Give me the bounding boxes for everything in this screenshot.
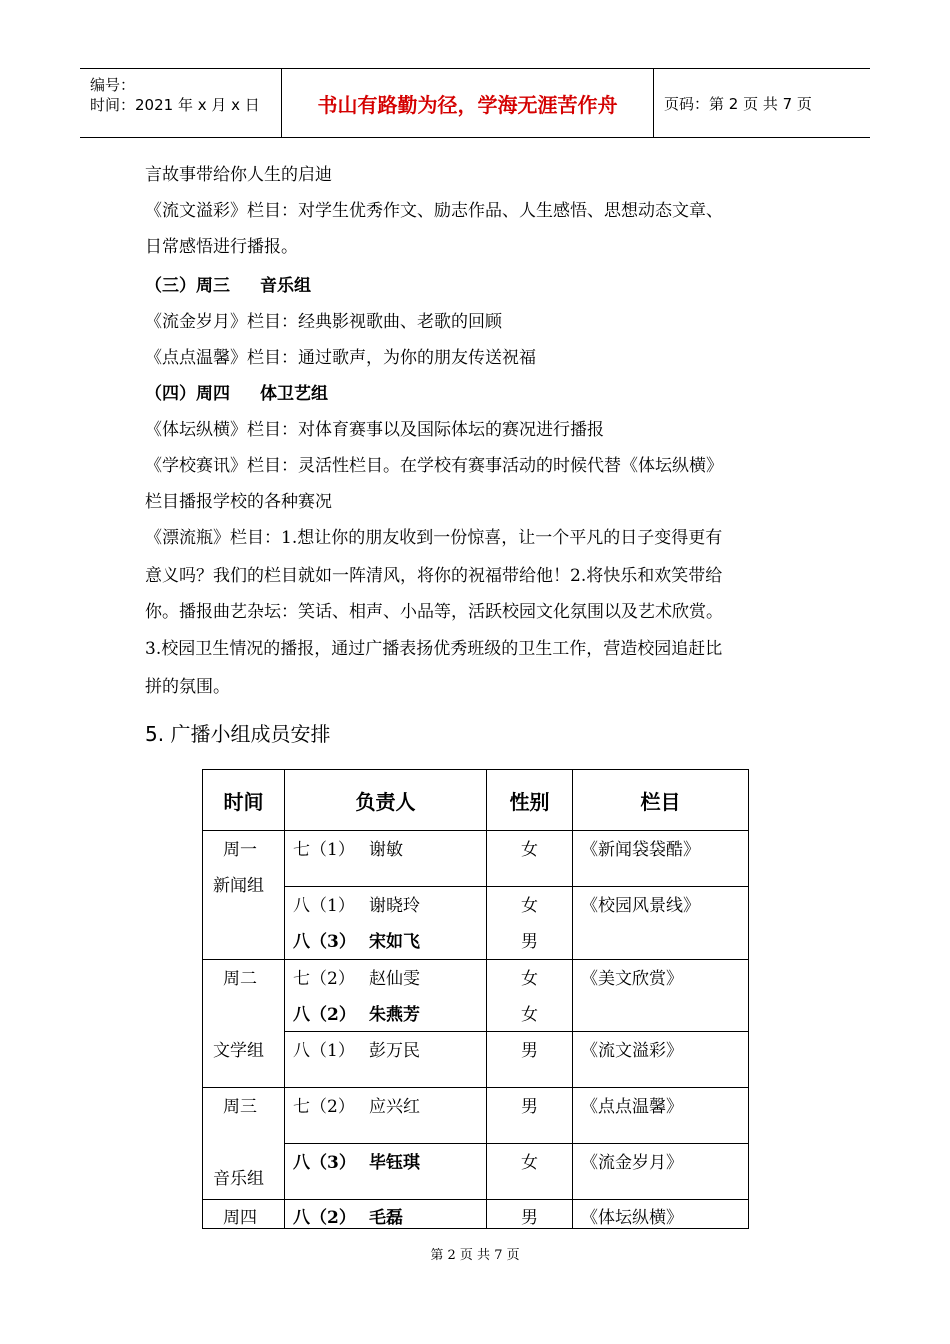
column-name: 《流文溢彩》 — [581, 1041, 683, 1061]
header-time: 时间 — [203, 770, 285, 831]
gender-cell — [487, 1144, 573, 1200]
body-line: 《点点温馨》栏目：通过歌声，为你的朋友传送祝福 — [145, 348, 536, 368]
roster-table — [202, 769, 749, 1229]
body-line: 你。播报曲艺杂坛：笑话、相声、小品等，活跃校园文化氛围以及艺术欣赏。 — [145, 602, 723, 622]
body-line: 《流文溢彩》栏目：对学生优秀作文、励志作品、人生感悟、思想动态文章、 — [145, 201, 723, 221]
gender: 女 — [521, 896, 538, 917]
body-line: 《学校赛讯》栏目：灵活性栏目。在学校有赛事活动的时候代替《体坛纵横》 — [145, 456, 723, 476]
group-cell-thursday — [203, 1200, 285, 1229]
column-cell — [573, 960, 749, 1032]
group-name: 文学组 — [213, 1041, 264, 1061]
column-name: 《体坛纵横》 — [581, 1208, 683, 1228]
subheading-group: 体卫艺组 — [260, 384, 328, 404]
body-line: 《体坛纵横》栏目：对体育赛事以及国际体坛的赛况进行播报 — [145, 420, 604, 440]
table-row — [203, 1032, 749, 1088]
column-cell — [573, 887, 749, 960]
section-title: 5. 广播小组成员安排 — [145, 722, 331, 746]
person-cell — [285, 1144, 487, 1200]
gender: 女 — [521, 1153, 538, 1173]
class-label: 七（1） — [293, 840, 355, 860]
gender-cell — [487, 1032, 573, 1088]
body-line: 意义吗？我们的栏目就如一阵清风，将你的祝福带给他！2.将快乐和欢笑带给 — [145, 566, 723, 586]
class-label: 八（3） — [293, 1153, 356, 1173]
table-row — [203, 1200, 749, 1229]
gender: 男 — [521, 1208, 538, 1228]
document-header — [80, 68, 870, 138]
table-row — [203, 831, 749, 887]
header-person: 负责人 — [285, 770, 487, 831]
body-line: 《流金岁月》栏目：经典影视歌曲、老歌的回顾 — [145, 312, 502, 332]
body-line: 《漂流瓶》栏目：1.想让你的朋友收到一份惊喜，让一个平凡的日子变得更有 — [145, 528, 723, 548]
person-name: 朱燕芳 — [369, 1005, 420, 1025]
person-cell — [285, 1032, 487, 1088]
column-cell — [573, 1088, 749, 1144]
person-cell — [285, 1200, 487, 1229]
header-motto: 书山有路勤为径，学海无涯苦作舟 — [282, 69, 654, 137]
person-name: 毛磊 — [369, 1208, 403, 1228]
column-name: 《校园风景线》 — [581, 896, 700, 917]
person-cell — [285, 1088, 487, 1144]
class-label: 八（1） — [293, 896, 355, 917]
time-label: 时间：2021 年 x 月 x 日 — [90, 96, 260, 114]
group-day: 周三 — [223, 1097, 257, 1117]
group-cell-tuesday — [203, 960, 285, 1088]
person-cell — [285, 887, 487, 960]
table-row — [203, 1088, 749, 1144]
subheading-day: （三）周三 — [145, 276, 230, 296]
body-line: 日常感悟进行播报。 — [145, 237, 298, 257]
table-row — [203, 960, 749, 1032]
group-cell-wednesday — [203, 1088, 285, 1200]
class-label: 七（2） — [293, 1097, 355, 1117]
person-name: 谢敏 — [369, 840, 403, 860]
subheading-wednesday — [145, 271, 311, 296]
table-header-row — [203, 770, 749, 831]
gender: 男 — [521, 932, 538, 953]
gender: 女 — [521, 969, 538, 989]
column-cell — [573, 1200, 749, 1229]
person-name: 赵仙雯 — [369, 969, 420, 989]
header-gender: 性别 — [487, 770, 573, 831]
person-name: 宋如飞 — [369, 932, 420, 953]
header-meta — [80, 69, 282, 137]
header-page-info: 页码：第 2 页 共 7 页 — [664, 94, 812, 113]
group-name: 音乐组 — [213, 1169, 264, 1189]
gender: 女 — [521, 1005, 538, 1025]
column-name: 《点点温馨》 — [581, 1097, 683, 1117]
gender: 男 — [521, 1097, 538, 1117]
table-row — [203, 887, 749, 960]
gender-cell — [487, 831, 573, 887]
group-day: 周四 — [223, 1208, 257, 1228]
class-label: 八（2） — [293, 1208, 356, 1228]
page-footer: 第 2 页 共 7 页 — [430, 1248, 520, 1263]
subheading-thursday — [145, 379, 328, 404]
header-column: 栏目 — [573, 770, 749, 831]
group-day: 周一 — [223, 840, 257, 860]
person-name: 应兴红 — [369, 1097, 420, 1117]
gender: 男 — [521, 1041, 538, 1061]
gender-cell — [487, 1200, 573, 1229]
gender: 女 — [521, 840, 538, 860]
gender-cell — [487, 1088, 573, 1144]
body-line: 栏目播报学校的各种赛况 — [145, 492, 332, 512]
class-label: 八（2） — [293, 1005, 356, 1025]
gender-cell — [487, 960, 573, 1032]
class-label: 七（2） — [293, 969, 355, 989]
class-label: 八（1） — [293, 1041, 355, 1061]
person-name: 毕钰琪 — [369, 1153, 420, 1173]
person-name: 谢晓玲 — [369, 896, 420, 917]
class-label: 八（3） — [293, 932, 356, 953]
table-row — [203, 1144, 749, 1200]
column-cell — [573, 831, 749, 887]
group-cell-monday — [203, 831, 285, 960]
column-name: 《流金岁月》 — [581, 1153, 683, 1173]
person-name: 彭万民 — [369, 1041, 420, 1061]
body-line: 言故事带给你人生的启迪 — [145, 165, 332, 185]
gender-cell — [487, 887, 573, 960]
subheading-day: （四）周四 — [145, 384, 230, 404]
person-cell — [285, 831, 487, 887]
person-cell — [285, 960, 487, 1032]
column-name: 《新闻袋袋酷》 — [581, 840, 700, 860]
body-line: 3.校园卫生情况的播报，通过广播表扬优秀班级的卫生工作，营造校园追赶比 — [145, 639, 723, 659]
group-name: 新闻组 — [213, 876, 264, 896]
number-label: 编号： — [90, 76, 136, 94]
subheading-group: 音乐组 — [260, 276, 311, 296]
column-cell — [573, 1144, 749, 1200]
body-line: 拼的氛围。 — [145, 677, 230, 697]
column-name: 《美文欣赏》 — [581, 969, 683, 989]
column-cell — [573, 1032, 749, 1088]
group-day: 周二 — [223, 969, 257, 989]
